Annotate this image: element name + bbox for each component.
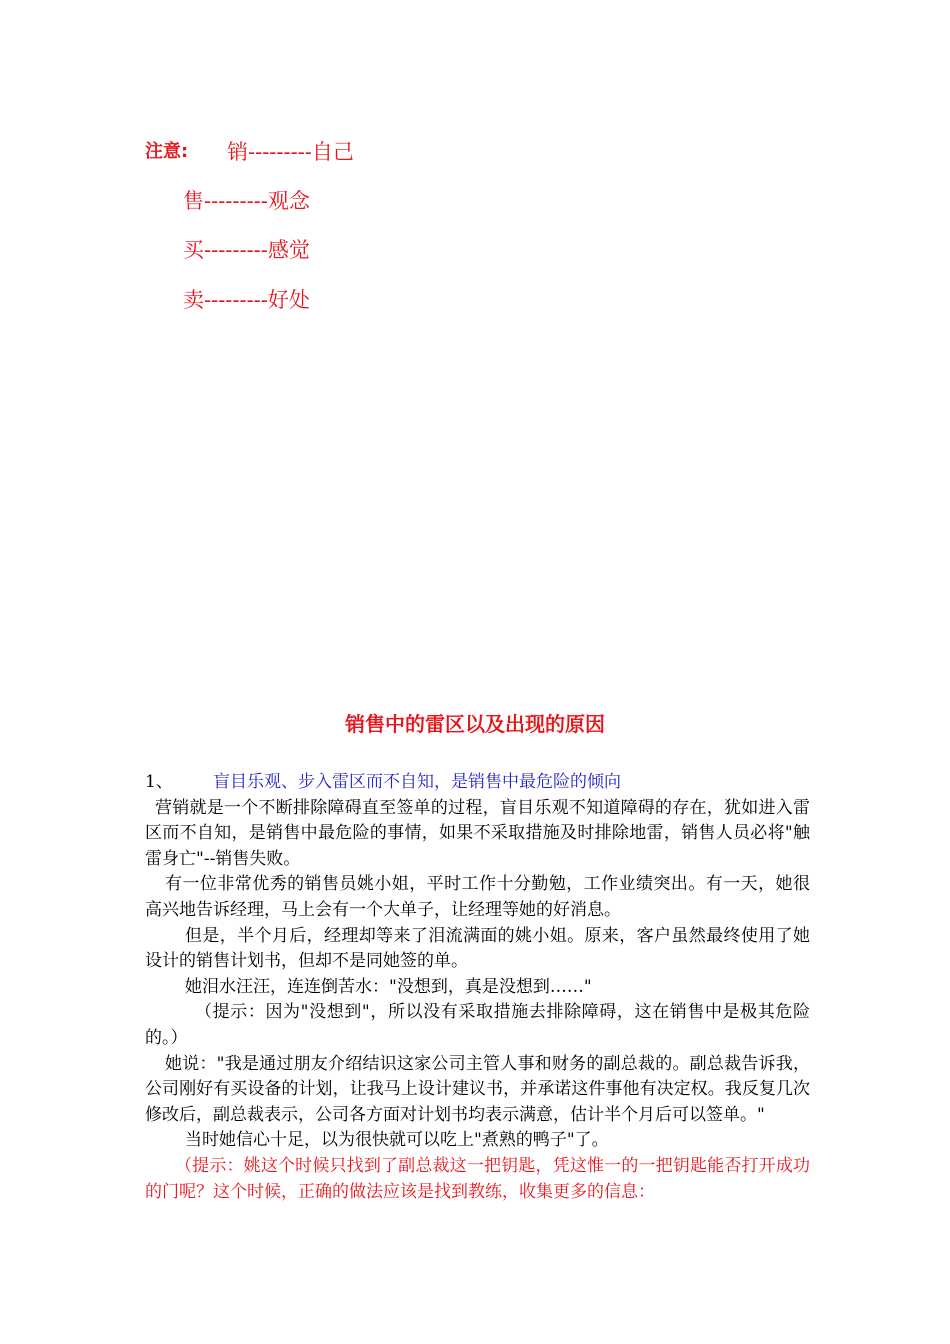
section-heading	[145, 770, 810, 796]
paragraph-3: 但是，半个月后，经理却等来了泪流满面的姚小姐。原来，客户虽然最终使用了她设计的销售计划书，但却不是同她签的单。	[145, 925, 810, 972]
note-item-shou: 售---------观念	[183, 189, 310, 213]
paragraph-4: 她泪水汪汪，连连倒苦水："没想到，真是没想到……"	[185, 976, 592, 997]
note-item-xiao: 销---------自己	[227, 140, 354, 164]
note-label: 注意:	[145, 141, 189, 162]
paragraph-8-tip: （提示：姚这个时候只找到了副总裁这一把钥匙，凭这惟一的一把钥匙能否打开成功的门呢？这个时候，正确的做法应该是找到教练，收集更多的信息：	[145, 1155, 810, 1202]
heading-text: 盲目乐观、步入雷区而不自知，是销售中最危险的倾向	[213, 772, 621, 792]
note-item-mai-buy: 买---------感觉	[183, 238, 310, 262]
paragraph-5-tip: （提示：因为"没想到"，所以没有采取措施去排除障碍，这在销售中是极其危险的。）	[145, 1002, 810, 1048]
note-item-mai-sell: 卖---------好处	[183, 288, 310, 312]
paragraph-2: 有一位非常优秀的销售员姚小姐，平时工作十分勤勉，工作业绩突出。有一天，她很高兴地告诉经理，马上会有一个大单子，让经理等她的好消息。	[145, 874, 810, 920]
heading-number: 1、	[145, 772, 173, 792]
paragraph-7: 当时她信心十足，以为很快就可以吃上"煮熟的鸭子"了。	[185, 1130, 609, 1151]
paragraph-6: 她说："我是通过朋友介绍结识这家公司主管人事和财务的副总裁的。副总裁告诉我，公司刚好有买设备的计划，让我马上设计建议书，并承诺这件事他有决定权。我反复几次修改后，副总裁表示，公司各方面对计划书均表示满意，估计半个月后可以签单。"	[145, 1053, 810, 1125]
paragraph-1: 营销就是一个不断排除障碍直至签单的过程，盲目乐观不知道障碍的存在，犹如进入雷区而不自知，是销售中最危险的事情，如果不采取措施及时排除地雷，销售人员必将"触雷身亡"--销售失败。	[145, 797, 810, 869]
body-text	[145, 770, 810, 1205]
section-title: 销售中的雷区以及出现的原因	[345, 712, 605, 736]
